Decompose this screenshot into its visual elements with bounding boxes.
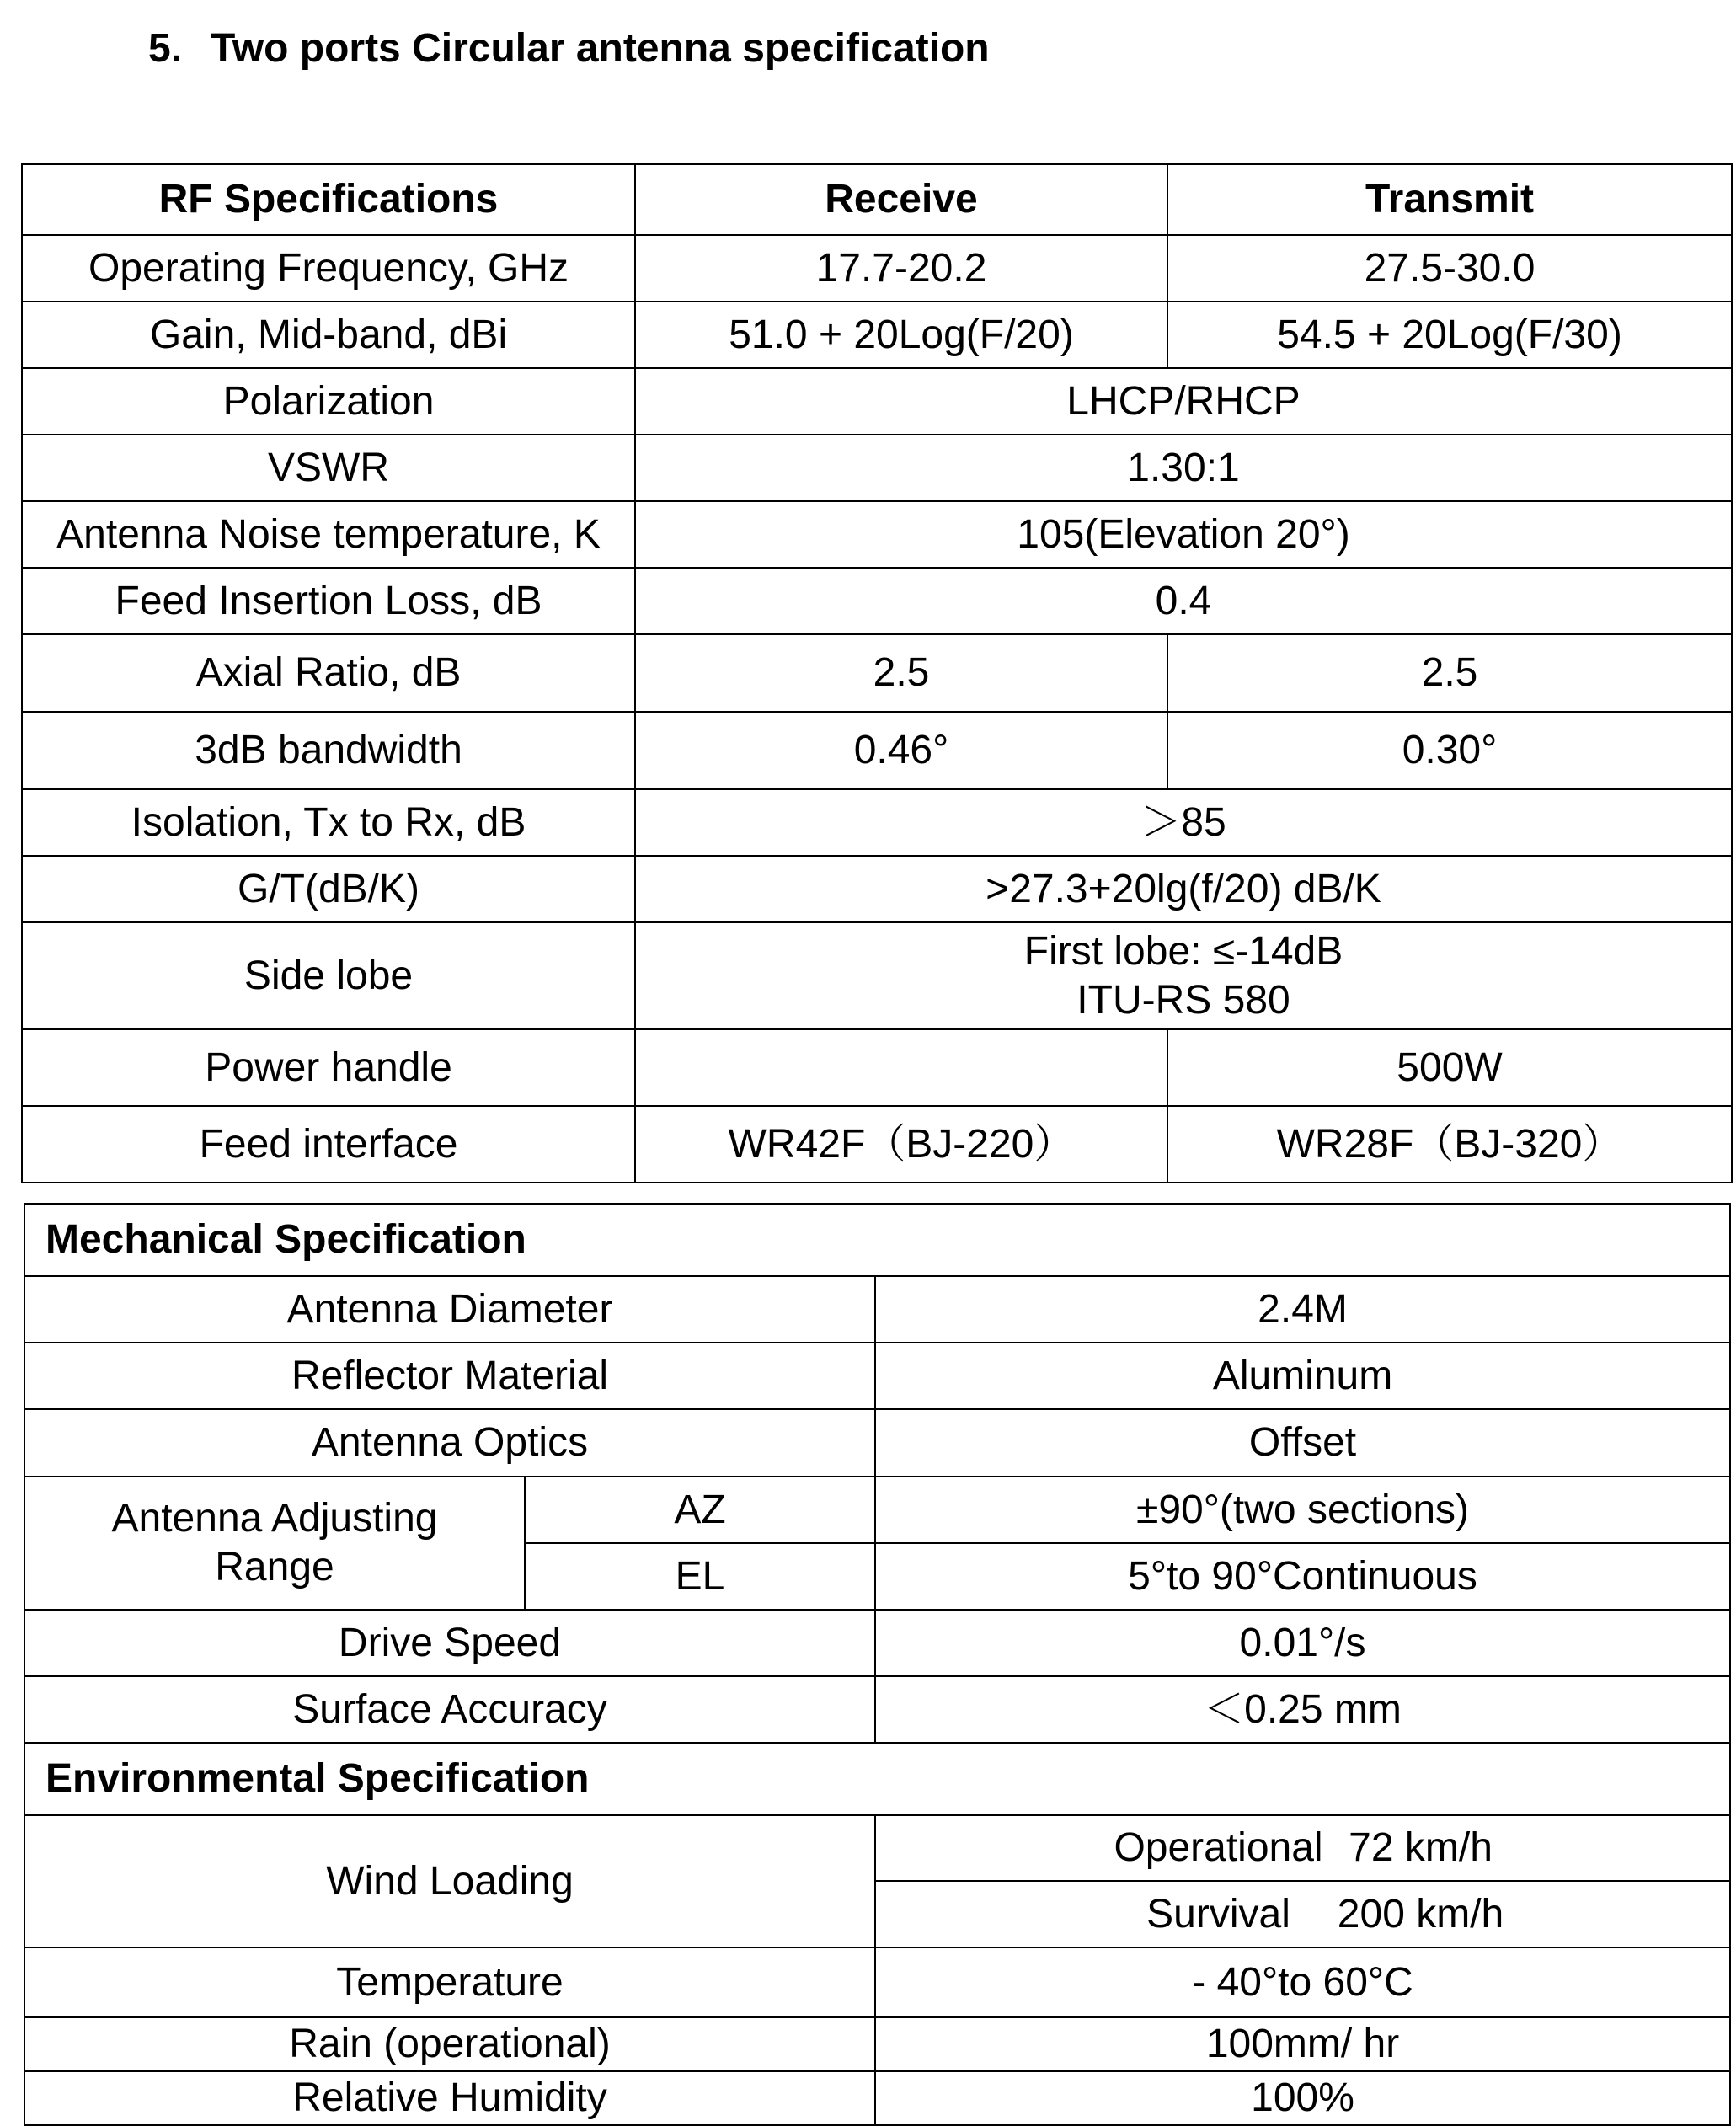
section-header-row: [24, 1743, 1730, 1815]
row-label: Antenna Diameter: [24, 1276, 875, 1343]
column-header: RF Specifications: [22, 164, 635, 235]
mechanical-environmental-table: [24, 1203, 1731, 2126]
shared-value: >27.3+20lg(f/20) dB/K: [635, 856, 1732, 922]
table-row: [22, 712, 1732, 789]
section-header-row: [24, 1204, 1730, 1276]
row-label: Isolation, Tx to Rx, dB: [22, 789, 635, 856]
row-label: Operating Frequency, GHz: [22, 235, 635, 302]
sub-label: EL: [525, 1543, 875, 1610]
table-row: [24, 1815, 1730, 1881]
row-label: Feed Insertion Loss, dB: [22, 568, 635, 634]
table-row: [24, 2071, 1730, 2125]
transmit-value: 54.5 + 20Log(F/30): [1167, 302, 1732, 368]
row-value: 2.4M: [875, 1276, 1730, 1343]
wind-operational-value: 72 km/h: [1349, 1825, 1493, 1871]
table-row: [24, 1343, 1730, 1409]
table-row: [22, 789, 1732, 856]
row-label: Side lobe: [22, 922, 635, 1029]
table-row: [22, 922, 1732, 1029]
row-label: Antenna Noise temperature, K: [22, 501, 635, 568]
row-label: 3dB bandwidth: [22, 712, 635, 789]
row-label: Rain (operational): [24, 2017, 875, 2071]
section-title: Two ports Circular antenna specification: [211, 26, 990, 71]
row-value: 0.01°/s: [875, 1610, 1730, 1676]
row-label: Polarization: [22, 368, 635, 435]
row-value: Offset: [875, 1409, 1730, 1477]
row-label: Reflector Material: [24, 1343, 875, 1409]
table-row: [24, 1276, 1730, 1343]
mechanical-section-title: Mechanical Specification: [24, 1204, 1730, 1276]
side-lobe-line-2: ITU-RS 580: [1076, 977, 1290, 1023]
transmit-value: WR28F（BJ-320）: [1167, 1106, 1732, 1183]
shared-value: 105(Elevation 20°): [635, 501, 1732, 568]
wind-survival-value: 200 km/h: [1337, 1891, 1504, 1936]
table-row: [24, 1947, 1730, 2017]
shared-value: ＞85: [635, 789, 1732, 856]
wind-operational-label: Operational: [1114, 1825, 1323, 1871]
row-value: ＜0.25 mm: [875, 1676, 1730, 1743]
row-value: Aluminum: [875, 1343, 1730, 1409]
receive-value: 51.0 + 20Log(F/20): [635, 302, 1167, 368]
table-row: [24, 1409, 1730, 1477]
table-row: [22, 568, 1732, 634]
sub-label: AZ: [525, 1477, 875, 1543]
row-label: G/T(dB/K): [22, 856, 635, 922]
transmit-value: 0.30°: [1167, 712, 1732, 789]
shared-value: [635, 922, 1732, 1029]
receive-value: WR42F（BJ-220）: [635, 1106, 1167, 1183]
table-row: [22, 1029, 1732, 1106]
side-lobe-line-1: First lobe: ≤-14dB: [1023, 928, 1343, 974]
row-label: Relative Humidity: [24, 2071, 875, 2125]
row-label: Drive Speed: [24, 1610, 875, 1676]
receive-value: 2.5: [635, 634, 1167, 712]
rf-specifications-table: [21, 163, 1733, 1183]
transmit-value: 27.5-30.0: [1167, 235, 1732, 302]
table-row: [22, 235, 1732, 302]
row-value: [875, 1815, 1730, 1881]
shared-value: 1.30:1: [635, 435, 1732, 501]
table-row: [22, 368, 1732, 435]
column-header: Receive: [635, 164, 1167, 235]
row-label: Temperature: [24, 1947, 875, 2017]
receive-value: [635, 1029, 1167, 1106]
shared-value: 0.4: [635, 568, 1732, 634]
row-label: Power handle: [22, 1029, 635, 1106]
row-value: ±90°(two sections): [875, 1477, 1730, 1543]
transmit-value: 500W: [1167, 1029, 1732, 1106]
row-label: Feed interface: [22, 1106, 635, 1183]
table-row: [24, 1477, 1730, 1543]
transmit-value: 2.5: [1167, 634, 1732, 712]
table-row: [22, 1106, 1732, 1183]
receive-value: 0.46°: [635, 712, 1167, 789]
row-value: 5°to 90°Continuous: [875, 1543, 1730, 1610]
shared-value: LHCP/RHCP: [635, 368, 1732, 435]
table-row: [22, 435, 1732, 501]
section-number: 5.: [148, 26, 183, 71]
row-label: Wind Loading: [24, 1815, 875, 1947]
table-row: [22, 501, 1732, 568]
table-row: [22, 856, 1732, 922]
row-label: Antenna Optics: [24, 1409, 875, 1477]
column-header: Transmit: [1167, 164, 1732, 235]
table-row: [22, 302, 1732, 368]
table-row: [22, 634, 1732, 712]
row-value: - 40°to 60°C: [875, 1947, 1730, 2017]
row-label: Gain, Mid-band, dBi: [22, 302, 635, 368]
wind-survival-label: Survival: [1146, 1891, 1290, 1936]
row-value: 100%: [875, 2071, 1730, 2125]
row-label: VSWR: [22, 435, 635, 501]
environmental-section-title: Environmental Specification: [24, 1743, 1730, 1815]
row-label: Surface Accuracy: [24, 1676, 875, 1743]
table-header-row: [22, 164, 1732, 235]
row-value: 100mm/ hr: [875, 2017, 1730, 2071]
row-label: Antenna Adjusting Range: [24, 1477, 525, 1610]
receive-value: 17.7-20.2: [635, 235, 1167, 302]
section-heading: [148, 25, 990, 72]
row-value: [875, 1881, 1730, 1947]
table-row: [24, 2017, 1730, 2071]
row-label: Axial Ratio, dB: [22, 634, 635, 712]
table-row: [24, 1676, 1730, 1743]
table-row: [24, 1610, 1730, 1676]
